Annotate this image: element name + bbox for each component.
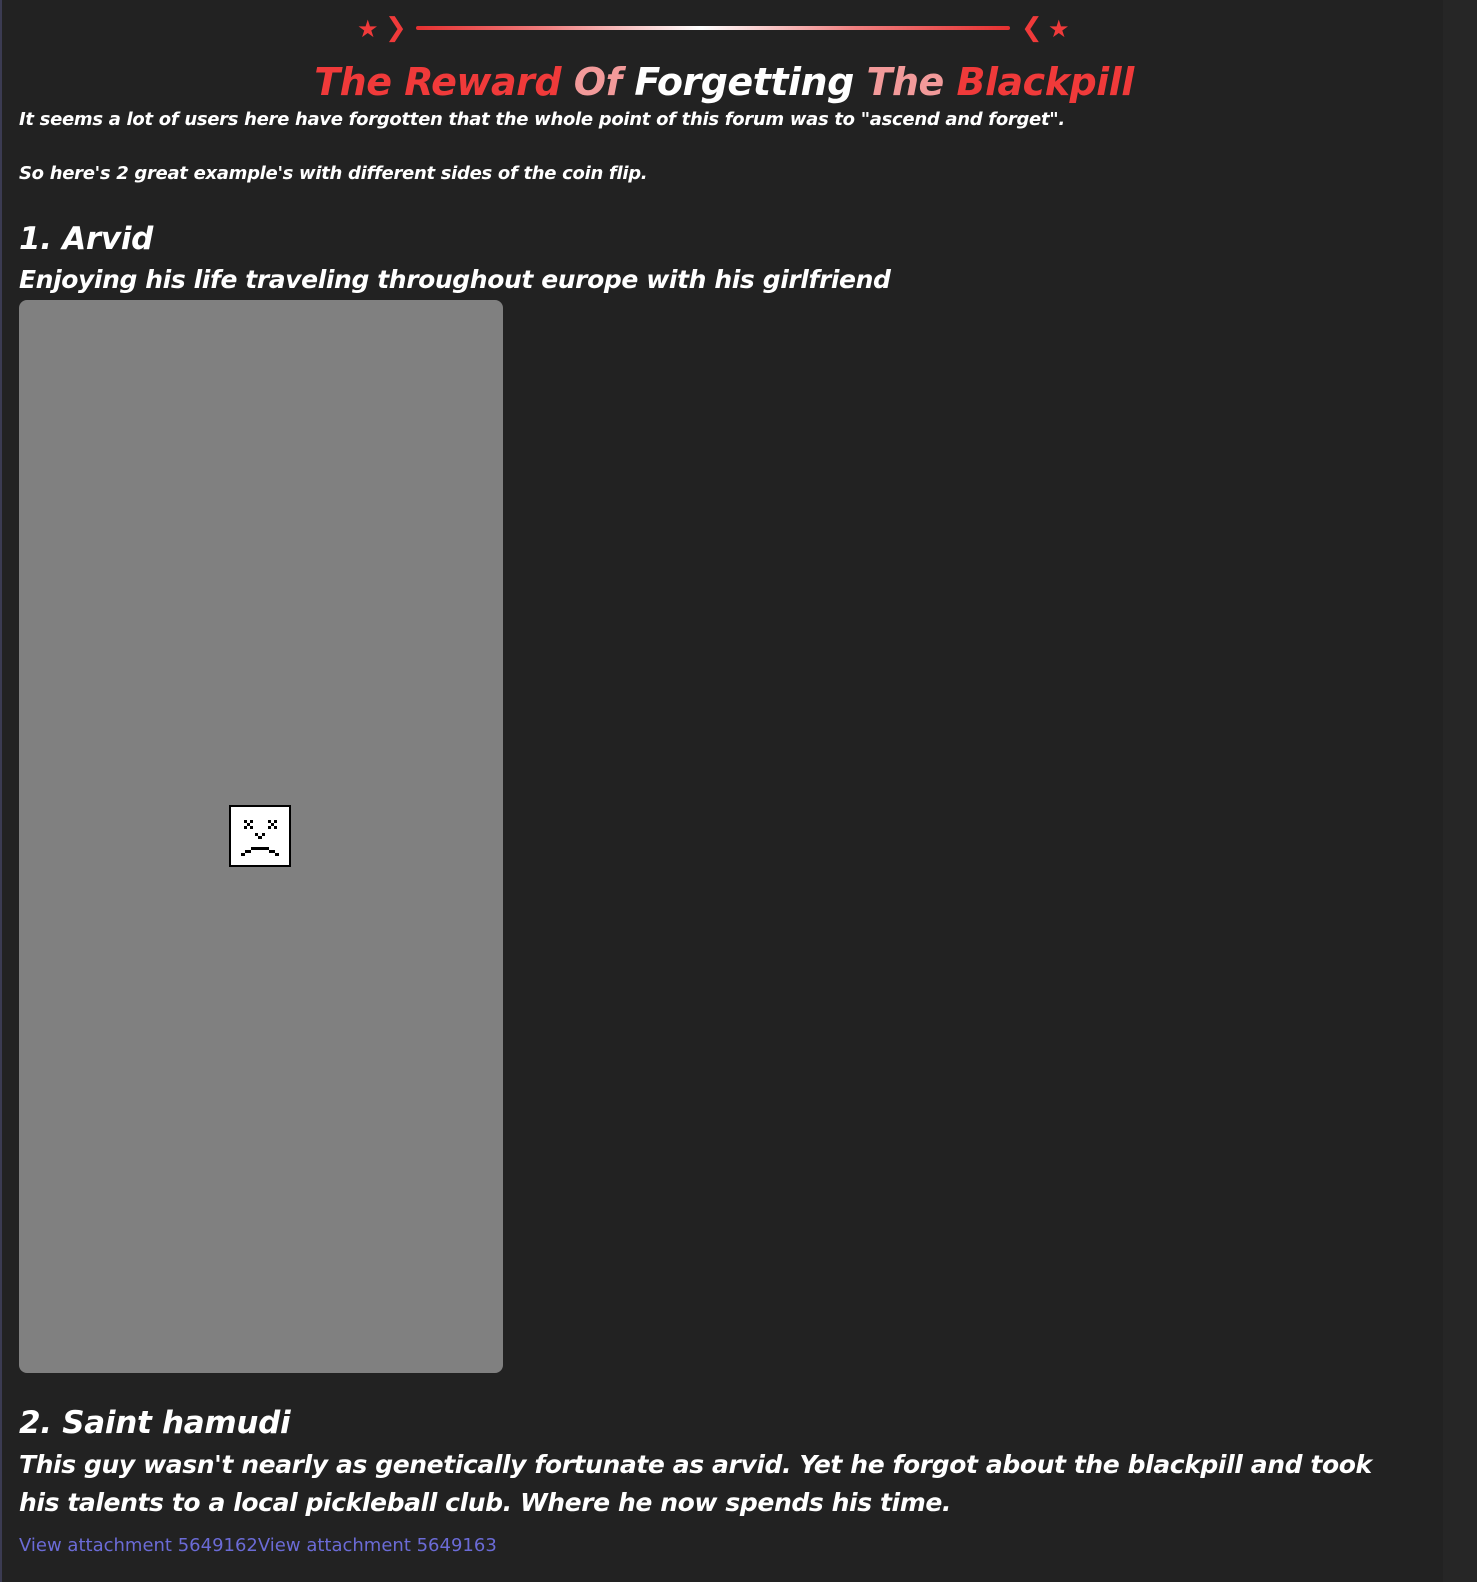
title-divider: [357, 14, 1079, 44]
divider-line: [416, 26, 1010, 30]
star-icon: ★: [1048, 15, 1070, 43]
chevron-left-icon: ❮: [1021, 13, 1043, 43]
star-icon: ★: [357, 15, 379, 43]
embedded-image[interactable]: [19, 300, 503, 1373]
intro-text: It seems a lot of users here have forgotten that the whole point of this forum was to "ascend and forget".: [19, 109, 1065, 130]
attachment-link[interactable]: View attachment 5649162: [19, 1535, 258, 1556]
post-body: [19, 0, 1429, 1582]
section-subheading: Enjoying his life traveling throughout europe with his girlfriend: [19, 265, 891, 294]
title-part: Of: [573, 60, 635, 104]
left-edge: [0, 0, 2, 1582]
title-part: Forgetting: [634, 60, 867, 104]
intro-text: So here's 2 great example's with different sides of the coin flip.: [19, 163, 648, 184]
attachment-links: [19, 1534, 497, 1558]
title-part: Blackpill: [956, 60, 1134, 104]
chevron-right-icon: ❯: [385, 13, 407, 43]
section-description: This guy wasn't nearly as genetically fortunate as arvid. Yet he forgot about the blackpill and took his talents to a local pickleball club. Where he now spends his time.: [19, 1450, 1372, 1517]
section-heading-arvid: 1. Arvid: [19, 221, 154, 257]
scroll-gutter: [1443, 0, 1477, 1582]
title-part: The Reward: [314, 60, 574, 104]
post-title: [19, 58, 1429, 106]
broken-image-icon: [229, 805, 291, 867]
attachment-link[interactable]: View attachment 5649163: [257, 1535, 497, 1556]
title-part: The: [866, 60, 957, 104]
section-heading-hamudi: 2. Saint hamudi: [19, 1405, 291, 1441]
